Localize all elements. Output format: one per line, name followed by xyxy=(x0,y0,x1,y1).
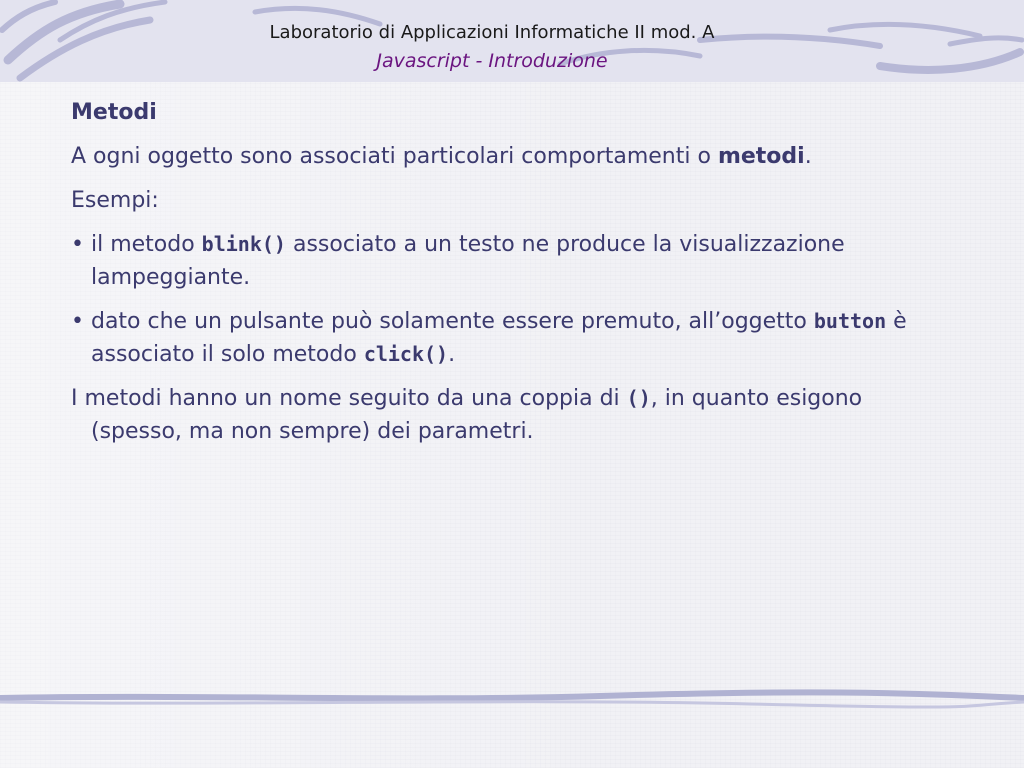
section-heading: Metodi xyxy=(71,100,157,125)
bullet1-pre: il metodo xyxy=(90,232,202,257)
code-parentheses: () xyxy=(626,386,651,410)
bullet-item-blink xyxy=(71,228,951,294)
bullet2-pre: dato che un pulsante può solamente essere premuto, all’oggetto xyxy=(90,309,814,334)
intro-text: A ogni oggetto sono associati particolari comportamenti o xyxy=(71,144,718,169)
header-subtitle: Javascript - Introduzione xyxy=(376,50,608,72)
bullet2-end: . xyxy=(448,342,456,367)
header-title: Laboratorio di Applicazioni Informatiche II mod. A xyxy=(269,22,715,43)
bullet-marker: • xyxy=(71,232,84,257)
closing-post: , in quanto esigono (spesso, ma non sempre) dei parametri. xyxy=(91,386,863,444)
bullet2-mid: è associato il solo metodo xyxy=(91,309,907,367)
closing-paragraph xyxy=(71,382,951,448)
bullet1-post: associato a un testo ne produce la visualizzazione lampeggiante. xyxy=(91,232,845,290)
code-button: button xyxy=(813,309,887,333)
closing-pre: I metodi hanno un nome seguito da una coppia di xyxy=(71,386,627,411)
intro-end: . xyxy=(804,144,812,169)
examples-label: Esempi: xyxy=(71,188,159,213)
footer-swash-decoration xyxy=(0,680,1024,720)
intro-bold-term: metodi xyxy=(717,144,805,169)
code-click: click() xyxy=(363,342,449,366)
slide-content xyxy=(71,96,951,459)
intro-paragraph xyxy=(71,140,951,173)
bullet-marker: • xyxy=(71,309,84,334)
bullet-item-button xyxy=(71,305,951,371)
code-blink: blink() xyxy=(201,232,286,256)
